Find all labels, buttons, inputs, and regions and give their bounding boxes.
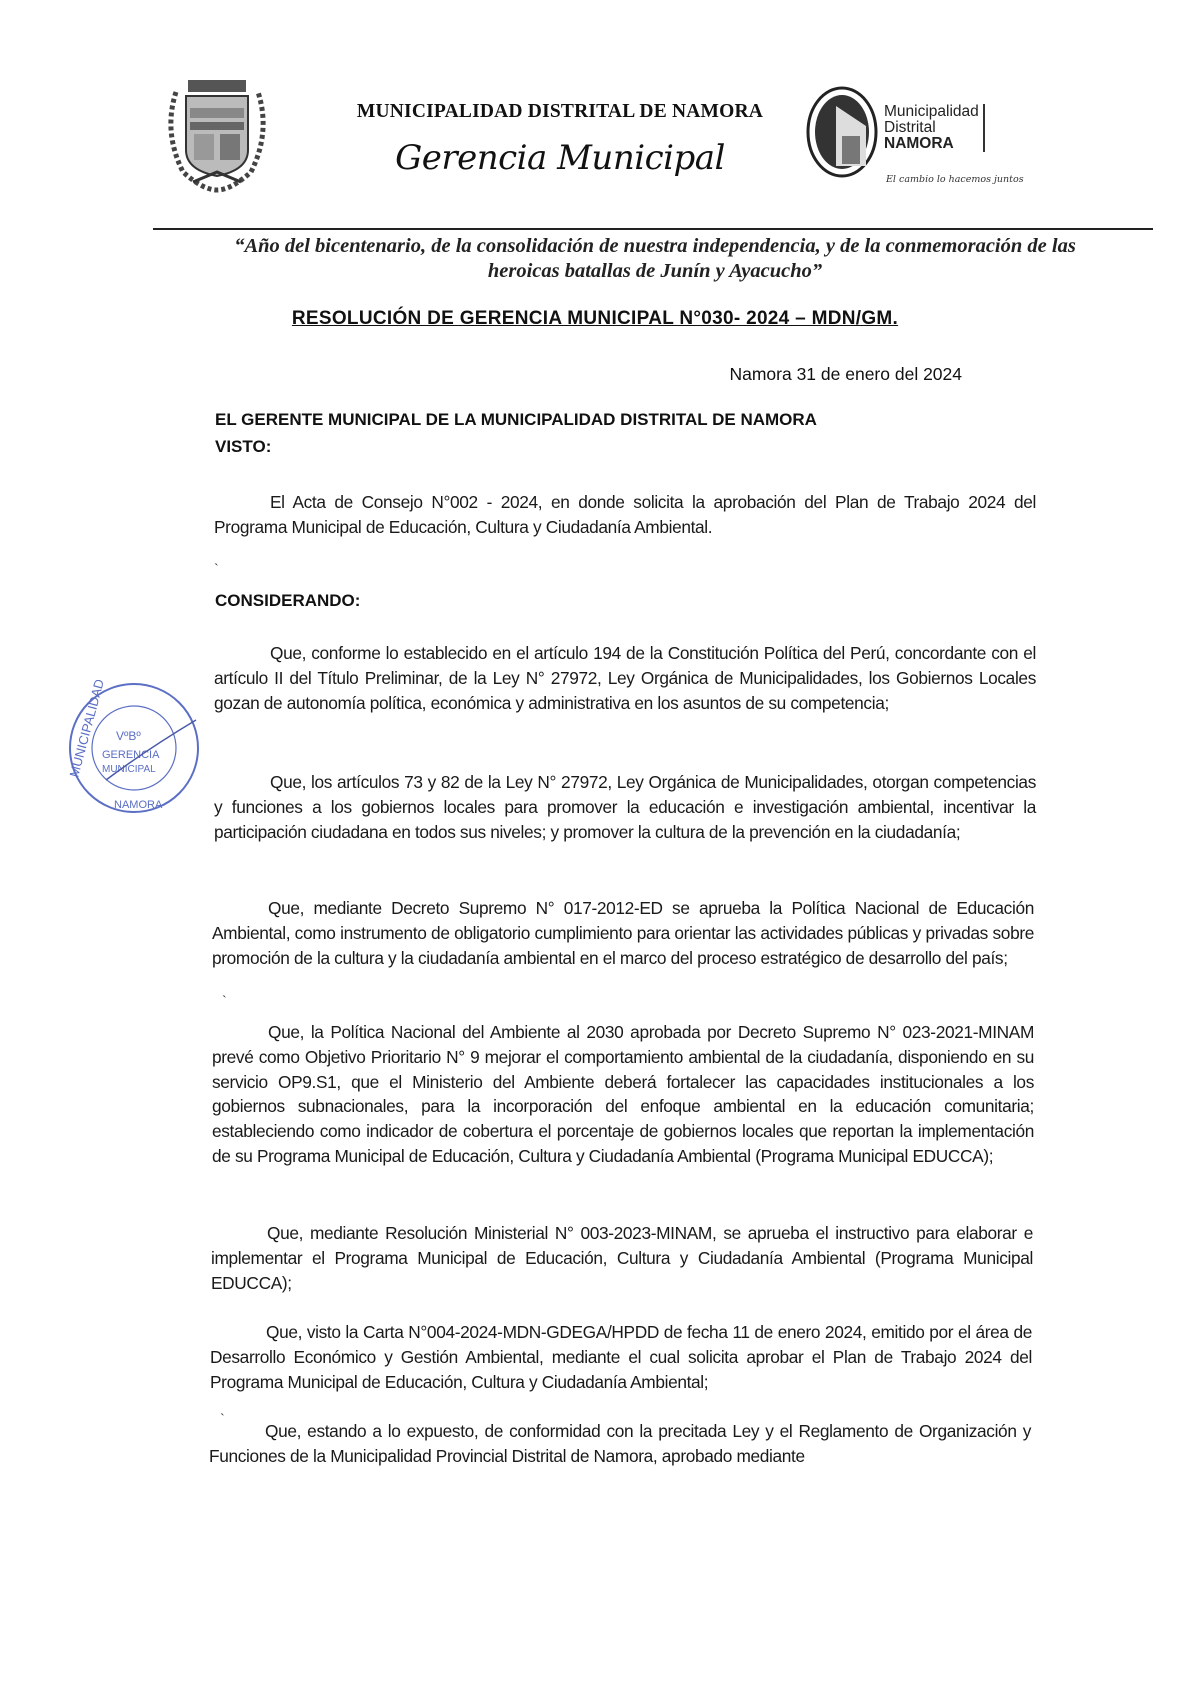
stamp-bottom-text: NAMORA [114, 799, 163, 811]
municipal-logo [806, 86, 878, 178]
logo-text [884, 104, 985, 152]
considerando-paragraph: Que, conforme lo establecido en el artículo 194 de la Constitución Política del Perú, concordante con el artículo II del Título Preliminar, de la Ley N° 27972, Ley Orgánica de Municipalidades, los Gobiernos Locales gozan de autonomía política, económica y administrativa en los asuntos de su competencia; [214, 643, 1036, 713]
year-motto [185, 234, 1125, 284]
logo-text-line: Distrital [884, 119, 936, 136]
considerando-paragraph: Que, visto la Carta N°004-2024-MDN-GDEGA/HPDD de fecha 11 de enero 2024, emitido por el área de Desarrollo Económico y Gestión Ambiental, mediante el cual solicita aprobar el Plan de Trabajo 2024 del Programa Municipal de Educación, Cultura y Ciudadanía Ambiental; [210, 1322, 1032, 1392]
logo-text-line: Municipalidad [884, 103, 979, 120]
scan-mark: ˋ [214, 562, 219, 577]
office-name: Gerencia Municipal [395, 138, 725, 178]
motto-line: heroicas batallas de Junín y Ayacucho” [487, 260, 823, 282]
institution-name: MUNICIPALIDAD DISTRITAL DE NAMORA [356, 101, 764, 122]
stamp-gerencia: GERENCIA [102, 749, 160, 761]
motto-line: “Año del bicentenario, de la consolidación de nuestra independencia, y de la conmemoración de las [234, 235, 1076, 257]
considerando-paragraph: Que, mediante Resolución Ministerial N° 003-2023-MINAM, se aprueba el instructivo para elaborar e implementar el Programa Municipal de Educación, Cultura y Ciudadanía Ambiental (Programa Municipal EDUCCA); [211, 1223, 1033, 1293]
resolution-title: RESOLUCIÓN DE GERENCIA MUNICIPAL N°030- 2024 – MDN/GM. [291, 308, 899, 329]
considerando-heading: CONSIDERANDO: [215, 591, 361, 610]
stamp-ring-text: MUNICIPALIDAD D [66, 680, 111, 779]
considerando-paragraph: Que, mediante Decreto Supremo N° 017-2012-ED se aprueba la Política Nacional de Educación Ambiental, como instrumento de obligatorio cumplimiento para orientar las actividades públicas y privadas sobre promoción de la cultura y la ciudadanía ambiental en el marco del proceso estratégico de desarrollo del país; [212, 898, 1034, 968]
considerando-paragraph: Que, los artículos 73 y 82 de la Ley N° 27972, Ley Orgánica de Municipalidades, otorgan competencias y funciones a los gobiernos locales para promover la educación e investigación ambiental, incentivar la participación ciudadana en todos sus niveles; y promover la cultura de la prevención en la ciudadanía; [214, 772, 1036, 842]
header-divider [153, 228, 1153, 230]
stamp-municipal: MUNICIPAL [102, 764, 156, 775]
considerando-paragraph: Que, la Política Nacional del Ambiente al 2030 aprobada por Decreto Supremo N° 023-2021-MINAM prevé como Objetivo Prioritario N° 9 mejorar el comportamiento ambiental de la ciudadanía, disponiendo en su servicio OP9.S1, que el Ministerio del Ambiente deberá fortalecer las capacidades institucionales a los gobiernos subnacionales, para la incorporación del enfoque ambiental en la educación comunitaria; estableciendo como indicador de cobertura el porcentaje de gobiernos locales que reportan la implementación de su Programa Municipal de Educación, Cultura y Ciudadanía Ambiental (Programa Municipal EDUCCA); [212, 1022, 1034, 1166]
scan-mark: ˋ [222, 994, 227, 1009]
visto-heading: VISTO: [215, 437, 272, 456]
issuer-heading: EL GERENTE MUNICIPAL DE LA MUNICIPALIDAD DISTRITAL DE NAMORA [215, 410, 817, 429]
logo-tagline: El cambio lo hacemos juntos [886, 174, 1024, 185]
coat-of-arms-logo [158, 72, 276, 194]
resolution-date: Namora 31 de enero del 2024 [729, 364, 962, 384]
visto-paragraph: El Acta de Consejo N°002 - 2024, en donde solicita la aprobación del Plan de Trabajo 2024 del Programa Municipal de Educación, Cultura y Ciudadanía Ambiental. [214, 492, 1036, 537]
considerando-paragraph: Que, estando a lo expuesto, de conformidad con la precitada Ley y el Reglamento de Organización y Funciones de la Municipalidad Provincial Distrital de Namora, aprobado mediante [209, 1421, 1031, 1466]
stamp-vobo: VºBº [116, 729, 141, 743]
scan-mark: ˋ [220, 1412, 225, 1427]
logo-text-line: NAMORA [884, 135, 954, 152]
approval-stamp [66, 680, 202, 816]
